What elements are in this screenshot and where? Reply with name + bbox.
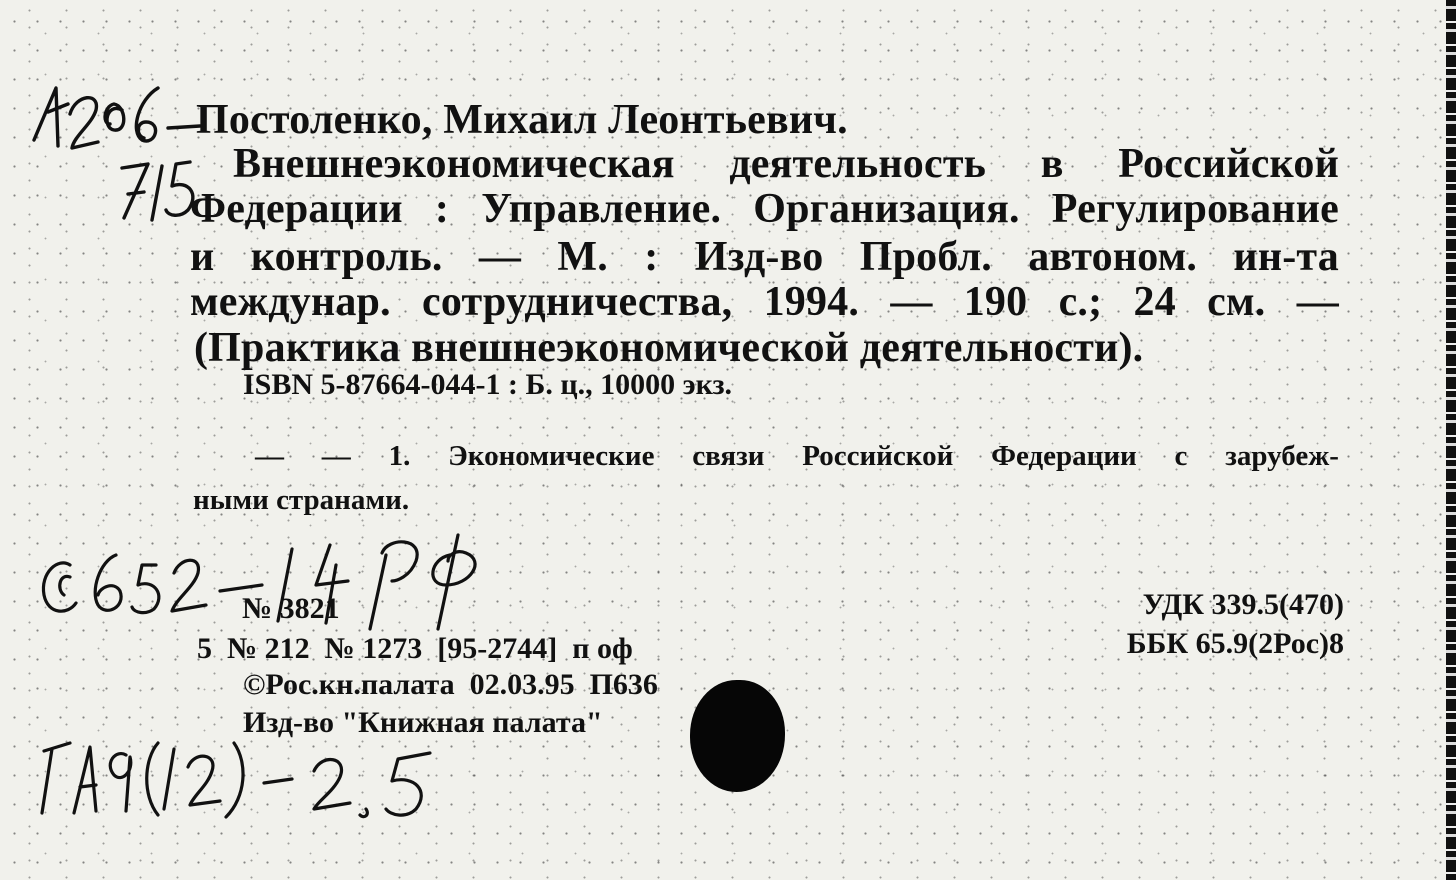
word: — — [890, 279, 933, 325]
title-line-3 — [190, 233, 1339, 281]
word: — — [1296, 279, 1339, 325]
punch-hole — [690, 680, 785, 792]
series-line: (Практика внешнеэкономической деятельности). — [194, 325, 1144, 371]
word: сотрудничества, — [422, 279, 733, 325]
word: Внешнеэкономическая — [233, 141, 675, 187]
numbers-line: 5 № 212 № 1273 [95-2744] п оф — [197, 632, 633, 665]
bbk-code: ББК 65.9(2Рос)8 — [1126, 627, 1344, 660]
word: контроль. — [250, 234, 443, 280]
subject-heading-line-1 — [255, 440, 1339, 473]
word: : — [644, 234, 659, 280]
word: ин-та — [1233, 234, 1339, 280]
word: автоном. — [1028, 234, 1198, 280]
handwritten-classification — [30, 735, 450, 825]
word: зарубеж- — [1225, 440, 1339, 472]
card-number: № 3821 — [242, 592, 340, 625]
word: Пробл. — [859, 234, 992, 280]
word: Управление. — [481, 186, 722, 232]
title-line-2 — [190, 185, 1339, 233]
word: Регулирование — [1051, 186, 1339, 232]
word: Российской — [802, 440, 954, 472]
author-heading: Постоленко, Михаил Леонтьевич. — [196, 97, 848, 143]
word: 1994. — [763, 279, 860, 325]
title-line-1 — [233, 140, 1339, 188]
word: Изд-во — [694, 234, 824, 280]
word: Федерации — [190, 186, 403, 232]
isbn-line: ISBN 5-87664-044-1 : Б. ц., 10000 экз. — [243, 368, 733, 401]
word: — — [478, 234, 522, 280]
word: с.; — [1058, 279, 1103, 325]
word: см. — [1207, 279, 1266, 325]
word: — — [321, 440, 351, 472]
word: : — [434, 186, 450, 232]
word: с — [1174, 440, 1188, 472]
udk-code: УДК 339.5(470) — [1142, 588, 1344, 621]
word: 1. — [388, 440, 411, 472]
subject-heading-line-2: ными странами. — [193, 484, 410, 516]
word: Организация. — [753, 186, 1020, 232]
word: — — [255, 440, 284, 472]
handwritten-call-number — [30, 525, 520, 635]
word: связи — [692, 440, 765, 472]
word: 190 — [963, 279, 1028, 325]
handwritten-shelf-mark — [18, 70, 218, 240]
word: Экономические — [448, 440, 655, 472]
scan-edge — [1446, 0, 1456, 880]
title-line-4 — [190, 278, 1339, 326]
word: М. — [557, 234, 608, 280]
word: 24 — [1133, 279, 1176, 325]
copyright-line: ©Рос.кн.палата 02.03.95 П636 — [243, 668, 658, 701]
word: и — [190, 234, 215, 280]
word: Российской — [1118, 141, 1339, 187]
word: в — [1040, 141, 1064, 187]
word: междунар. — [190, 279, 391, 325]
word: Федерации — [991, 440, 1137, 472]
publisher-line: Изд-во "Книжная палата" — [243, 706, 603, 739]
word: деятельность — [729, 141, 987, 187]
